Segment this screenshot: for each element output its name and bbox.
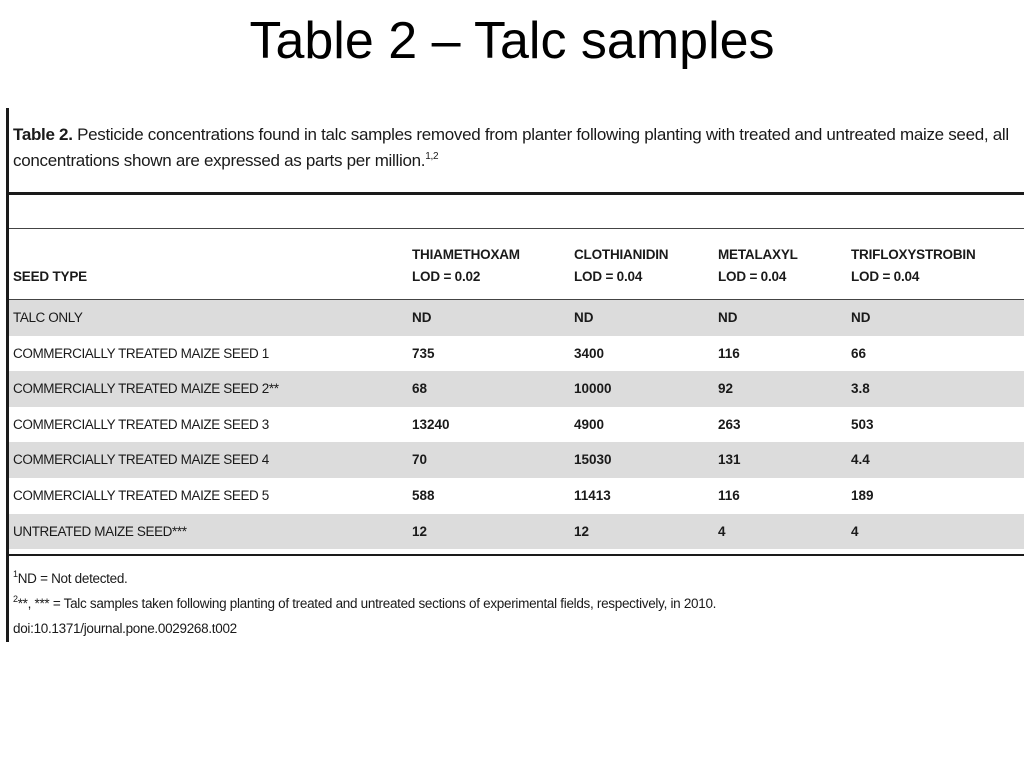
column-header-lod: LOD = 0.04 <box>718 269 787 284</box>
table-row <box>9 407 1024 443</box>
cell-clothianidin: 4900 <box>574 416 605 432</box>
cell-metalaxyl: 92 <box>718 381 734 397</box>
cell-metalaxyl: ND <box>718 310 738 325</box>
table-caption-text: Pesticide concentrations found in talc samples removed from planter following planting with treated and untreated maize seed, all concentrations shown are expressed as parts per million. <box>13 125 1009 170</box>
row-seed-type: UNTREATED MAIZE SEED*** <box>13 523 187 539</box>
table-caption-superscript: 1,2 <box>425 151 439 162</box>
table-figure <box>6 108 1024 642</box>
row-seed-type: TALC ONLY <box>13 310 83 325</box>
cell-clothianidin: ND <box>574 310 594 325</box>
cell-clothianidin: 10000 <box>574 381 612 397</box>
table-row <box>9 336 1024 372</box>
row-seed-type: COMMERCIALLY TREATED MAIZE SEED 5 <box>13 487 269 503</box>
cell-thiamethoxam: 68 <box>412 381 428 397</box>
table-footnotes <box>13 566 1023 641</box>
footnote-text: **, *** = Talc samples taken following planting of treated and untreated sections of experimental fields, respectively, in 2010. <box>17 596 717 611</box>
row-seed-type: COMMERCIALLY TREATED MAIZE SEED 2** <box>13 381 279 397</box>
cell-metalaxyl: 116 <box>718 345 740 361</box>
cell-thiamethoxam: 735 <box>412 345 435 361</box>
cell-trifloxystrobin: 503 <box>851 416 874 432</box>
cell-clothianidin: 15030 <box>574 452 612 468</box>
table-row <box>9 371 1024 407</box>
cell-metalaxyl: 263 <box>718 416 741 432</box>
column-header-lod: LOD = 0.02 <box>412 269 481 284</box>
column-header-metalaxyl <box>718 244 798 288</box>
column-header-name: CLOTHIANIDIN <box>574 247 669 262</box>
cell-clothianidin: 12 <box>574 523 590 539</box>
cell-thiamethoxam: 588 <box>412 487 435 503</box>
column-header-lod: LOD = 0.04 <box>851 269 920 284</box>
table-bottom-rule <box>9 554 1024 556</box>
slide-title: Table 2 – Talc samples <box>249 12 775 70</box>
column-header-lod: LOD = 0.04 <box>574 269 643 284</box>
footnote-2 <box>13 591 1023 616</box>
doi-text: doi:10.1371/journal.pone.0029268.t002 <box>13 621 237 636</box>
column-header-trifloxystrobin <box>851 244 976 288</box>
table-row <box>9 478 1024 514</box>
footnote-1 <box>13 566 1023 591</box>
cell-trifloxystrobin: 189 <box>851 487 874 503</box>
cell-metalaxyl: 131 <box>718 452 741 468</box>
table-row <box>9 300 1024 336</box>
cell-trifloxystrobin: 3.8 <box>851 381 870 397</box>
cell-metalaxyl: 4 <box>718 523 726 539</box>
cell-clothianidin: 3400 <box>574 345 605 361</box>
table-row <box>9 514 1024 550</box>
row-seed-type: COMMERCIALLY TREATED MAIZE SEED 3 <box>13 416 269 432</box>
row-seed-type: COMMERCIALLY TREATED MAIZE SEED 4 <box>13 452 269 468</box>
column-header-thiamethoxam <box>412 244 520 288</box>
cell-trifloxystrobin: 4.4 <box>851 452 870 468</box>
doi-line <box>13 616 1023 641</box>
row-seed-type: COMMERCIALLY TREATED MAIZE SEED 1 <box>13 345 269 361</box>
table-top-rule <box>9 192 1024 195</box>
cell-clothianidin: 11413 <box>574 487 611 503</box>
cell-trifloxystrobin: 4 <box>851 523 859 539</box>
column-header-name: METALAXYL <box>718 247 798 262</box>
cell-trifloxystrobin: ND <box>851 310 871 325</box>
table-caption-label: Table 2. <box>13 125 73 144</box>
column-header-seed-type <box>13 266 87 288</box>
cell-thiamethoxam: 12 <box>412 523 428 539</box>
footnote-marker: 1 <box>13 569 18 579</box>
column-header-name: TRIFLOXYSTROBIN <box>851 247 976 262</box>
column-header-name: SEED TYPE <box>13 269 87 284</box>
cell-thiamethoxam: ND <box>412 310 432 325</box>
column-header-clothianidin <box>574 244 668 288</box>
table-header-row <box>9 230 1024 298</box>
cell-thiamethoxam: 70 <box>412 452 428 468</box>
footnote-text: ND = Not detected. <box>17 571 128 586</box>
table-header-top-rule <box>9 228 1024 229</box>
column-header-name: THIAMETHOXAM <box>412 247 520 262</box>
cell-trifloxystrobin: 66 <box>851 345 867 361</box>
table-caption <box>13 122 1024 174</box>
cell-metalaxyl: 116 <box>718 487 740 503</box>
footnote-marker: 2 <box>13 594 18 604</box>
table-row <box>9 442 1024 478</box>
cell-thiamethoxam: 13240 <box>412 416 450 432</box>
table-body <box>9 300 1024 549</box>
